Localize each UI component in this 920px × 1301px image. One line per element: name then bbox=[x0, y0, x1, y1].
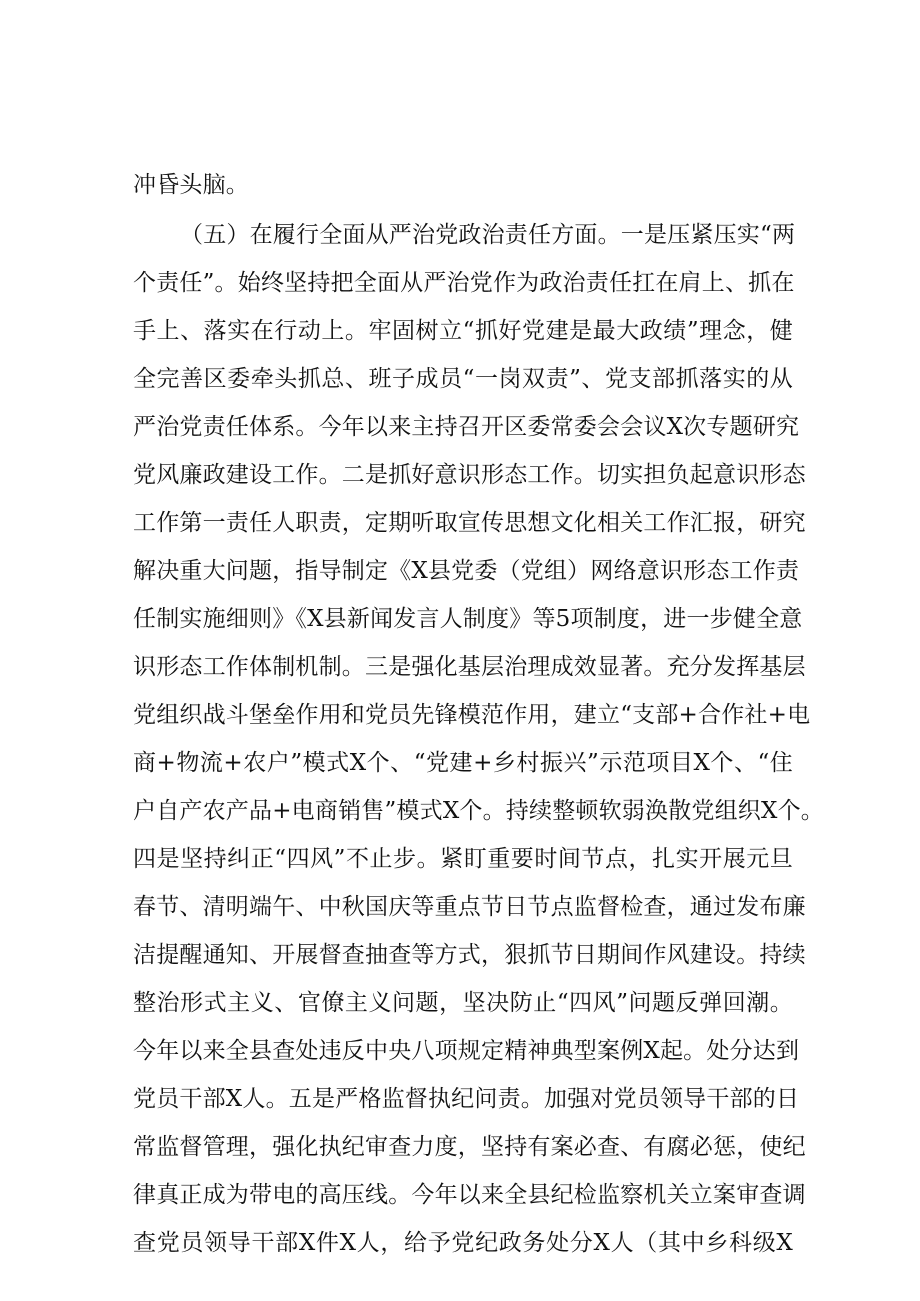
text-line-20: 党员干部X人。五是严格监督执纪问责。加强对党员领导干部的日 bbox=[133, 1086, 800, 1112]
text-line-8: 工作第一责任人职责，定期听取宣传思想文化相关工作汇报，研究 bbox=[133, 510, 806, 536]
text-line-16: 春节、清明端午、中秋国庆等重点节日节点监督检查，通过发布廉 bbox=[133, 894, 806, 920]
text-line-5: 全完善区委牵头抓总、班子成员“一岗双责”、党支部抓落实的从 bbox=[133, 366, 793, 392]
text-line-18: 整治形式主义、官僚主义问题，坚决防止“四风”问题反弹回潮。 bbox=[133, 990, 793, 1016]
text-line-23: 查党员领导干部X件X人，给予党纪政务处分X人（其中乡科级X bbox=[133, 1230, 793, 1256]
text-line-15: 四是坚持纠正“四风”不止步。紧盯重要时间节点，扎实开展元旦 bbox=[133, 846, 793, 872]
text-line-3: 个责任”。始终坚持把全面从严治党作为政治责任扛在肩上、抓在 bbox=[133, 270, 795, 296]
text-line-19: 今年以来全县查处违反中央八项规定精神典型案例X起。处分达到 bbox=[133, 1038, 800, 1064]
text-line-4: 手上、落实在行动上。牢固树立“抓好党建是最大政绩”理念，健 bbox=[133, 318, 793, 344]
text-line-9: 解决重大问题，指导制定《X县党委（党组）网络意识形态工作责 bbox=[133, 558, 800, 584]
text-line-10: 任制实施细则》《X县新闻发言人制度》等5项制度，进一步健全意 bbox=[133, 606, 803, 632]
text-line-11: 识形态工作体制机制。三是强化基层治理成效显著。充分发挥基层 bbox=[133, 654, 806, 680]
text-line-21: 常监督管理，强化执纪审查力度，坚持有案必查、有腐必惩，使纪 bbox=[133, 1134, 806, 1160]
text-line-13: 商+物流+农户”模式X个、“党建+乡村振兴”示范项目X个、“住 bbox=[133, 750, 793, 776]
text-line-17: 洁提醒通知、开展督查抽查等方式，狠抓节日期间作风建设。持续 bbox=[133, 942, 806, 968]
paragraph-heading-line: （五）在履行全面从严治党政治责任方面。一是压紧压实“两 bbox=[180, 222, 796, 248]
text-line-1: 冲昏头脑。 bbox=[133, 172, 249, 198]
text-line-14: 户自产农产品+电商销售”模式X个。持续整顿软弱涣散党组织X个。 bbox=[133, 798, 824, 824]
text-line-6: 严治党责任体系。今年以来主持召开区委常委会会议X次专题研究 bbox=[133, 414, 800, 440]
text-line-12: 党组织战斗堡垒作用和党员先锋模范作用，建立“支部+合作社+电 bbox=[133, 702, 811, 728]
text-line-22: 律真正成为带电的高压线。今年以来全县纪检监察机关立案审查调 bbox=[133, 1182, 806, 1208]
text-line-7: 党风廉政建设工作。二是抓好意识形态工作。切实担负起意识形态 bbox=[133, 462, 806, 488]
